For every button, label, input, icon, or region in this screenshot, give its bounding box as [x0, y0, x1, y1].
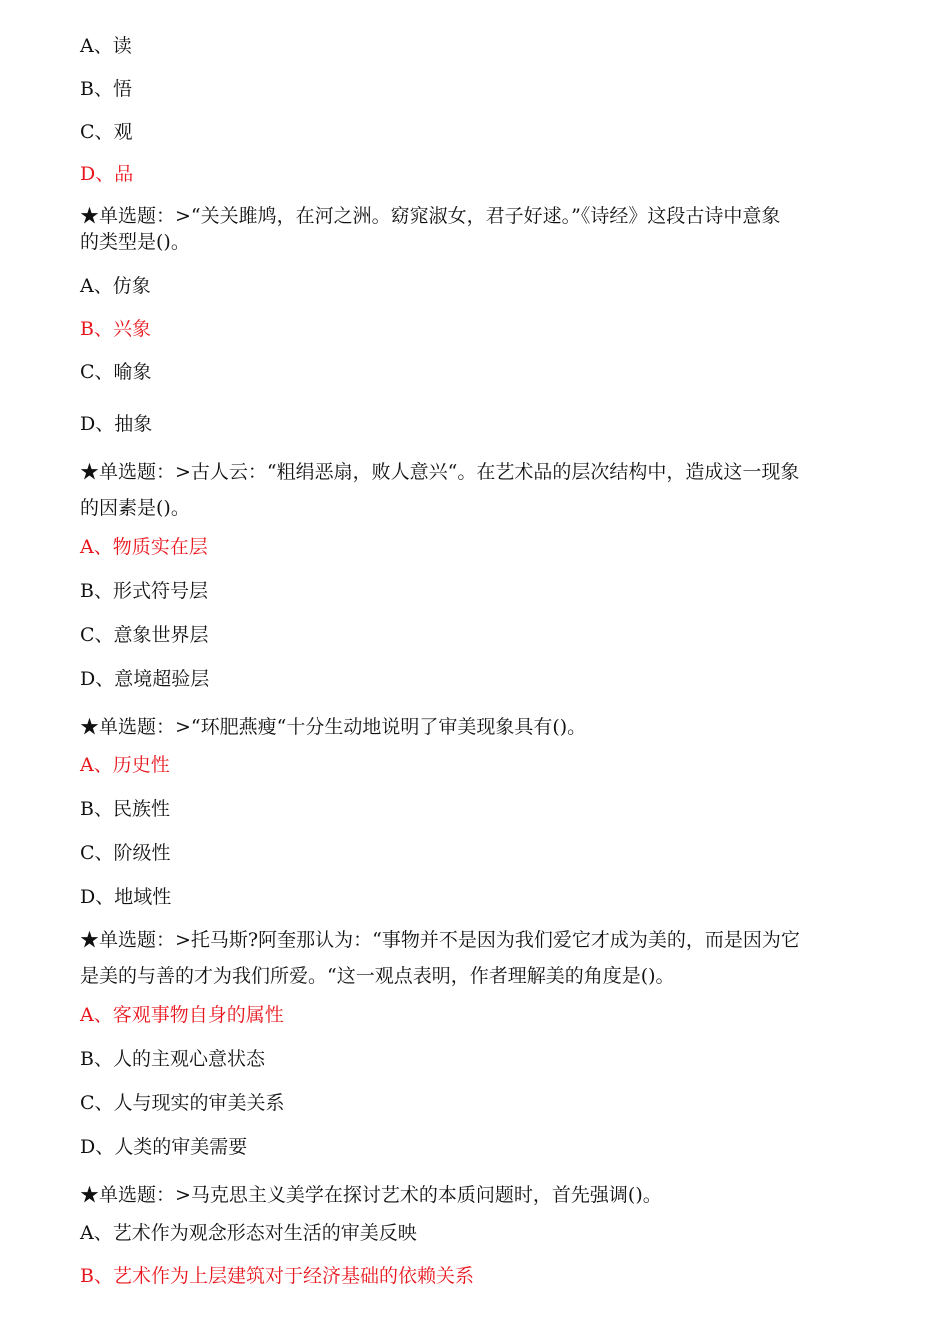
question-text: 的类型是()。	[80, 231, 190, 253]
question-block	[80, 198, 880, 260]
question-text: ★单选题：>“关关雎鸠，在河之洲。窈窕淑女，君子好逑。”《诗经》这段古诗中意象	[80, 205, 781, 227]
option-line-correct: A、物质实在层	[80, 536, 208, 558]
option-line-correct: A、历史性	[80, 754, 170, 776]
option-line: C、意象世界层	[80, 624, 209, 646]
option-line-correct: B、兴象	[80, 318, 151, 340]
option-line: D、地域性	[80, 886, 172, 908]
option-line: C、喻象	[80, 361, 152, 383]
option-line: A、仿象	[80, 275, 151, 297]
question-text: ★单选题：>“环肥燕瘦“十分生动地说明了审美现象具有()。	[80, 716, 587, 738]
option-line-correct: D、品	[80, 163, 134, 185]
option-line: B、形式符号层	[80, 580, 208, 602]
option-line: C、阶级性	[80, 842, 171, 864]
option-line: C、人与现实的审美关系	[80, 1092, 285, 1114]
option-line: D、人类的审美需要	[80, 1136, 248, 1158]
question-text: 的因素是()。	[80, 497, 190, 519]
option-line: B、人的主观心意状态	[80, 1048, 265, 1070]
option-line: D、抽象	[80, 413, 153, 435]
option-line: B、悟	[80, 78, 132, 100]
question-text: ★单选题：>古人云：“粗绢恶扇，败人意兴“。在艺术品的层次结构中，造成这一现象	[80, 461, 800, 483]
question-text: ★单选题：>托马斯?阿奎那认为：“事物并不是因为我们爱它才成为美的，而是因为它	[80, 929, 800, 951]
option-line: C、观	[80, 121, 133, 143]
option-line: B、民族性	[80, 798, 170, 820]
question-text: ★单选题：>马克思主义美学在探讨艺术的本质问题时，首先强调()。	[80, 1184, 662, 1206]
option-line: A、艺术作为观念形态对生活的审美反映	[80, 1222, 417, 1244]
option-line: D、意境超验层	[80, 668, 210, 690]
question-text: 是美的与善的才为我们所爱。“这一观点表明，作者理解美的角度是()。	[80, 965, 675, 987]
question-block	[80, 454, 880, 526]
option-line-correct: B、艺术作为上层建筑对于经济基础的依赖关系	[80, 1265, 474, 1287]
option-line-correct: A、客观事物自身的属性	[80, 1004, 284, 1026]
question-block	[80, 922, 880, 994]
option-line: A、读	[80, 35, 132, 57]
